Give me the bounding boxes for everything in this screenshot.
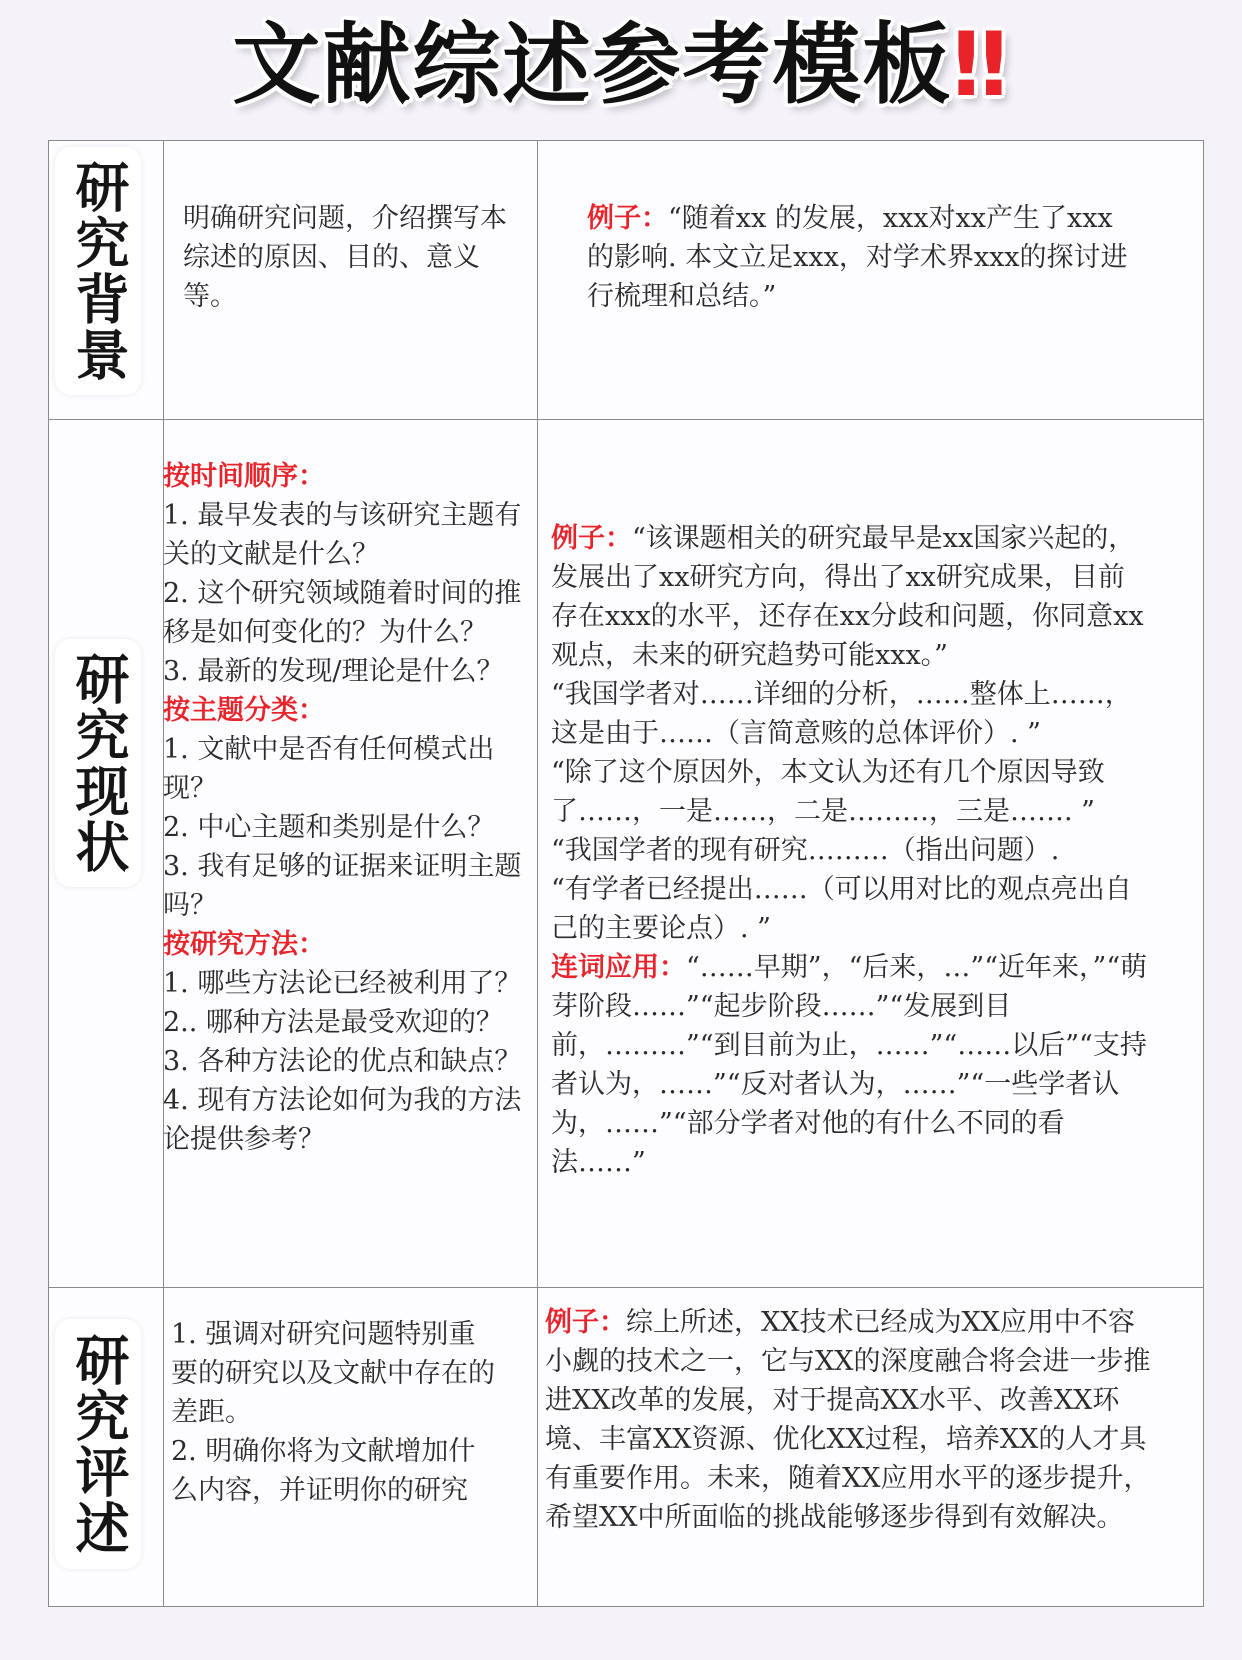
review-guidelines	[171, 1315, 501, 1510]
list-item: 2. 中心主题和类别是什么？	[163, 812, 495, 843]
list-item: 1. 强调对研究问题特别重要的研究以及文献中存在的差距。	[171, 1319, 495, 1428]
template-table	[48, 140, 1204, 1607]
row-divider	[49, 1287, 1203, 1288]
column-divider	[537, 141, 538, 1606]
group-heading: 按研究方法：	[163, 929, 325, 960]
quote-line: “我国学者的现有研究………（指出问题）.	[551, 835, 1060, 866]
list-item: 3. 各种方法论的优点和缺点？	[163, 1046, 522, 1077]
list-item: 3. 最新的发现/理论是什么？	[163, 656, 504, 687]
background-description: 明确研究问题，介绍撰写本综述的原因、目的、意义等。	[183, 203, 507, 312]
background-example: 例子：“随着xx 的发展，xxx对xx产生了xxx 的影响. 本文立足xxx，对学术界xxx的探讨进行梳理和总结。”	[587, 203, 1128, 312]
connectives-label: 连词应用：	[551, 952, 686, 983]
page-title: 文献综述参考模板‼	[232, 13, 1010, 116]
status-example: 例子：“该课题相关的研究最早是xx国家兴起的，发展出了xx研究方向，得出了xx研究成果，目前存在xxx的水平，还存在xx分歧和问题，你同意xx观点，未来的研究趋势可能xxx。” “我国学者对……详细的分析，……整体上……，这是由于……（言简意赅的总体评价）. ” “除了这个原因外，本文认为还有几个原因导致了……，一是……，二是………，三是……. ” “我国学者的现有研究………（指出问题）. “有学者已经提出……（可以用对比的观点亮出自己的主要论点）. ” 连词应用：“……早期”，“后来，…”“近年来，”“萌芽阶段……”“起步阶段……”“发展到目前，………”“到目前为止，……”“……以后”“支持者认为，……”“反对者认为，……”“一些学者认为，……”“部分学者对他的有什么不同的看法……”	[551, 519, 1151, 1182]
list-item: 1. 最早发表的与该研究主题有关的文献是什么？	[163, 500, 522, 570]
section-label-background: 研究背景	[55, 147, 141, 395]
section-label-status: 研究现状	[55, 639, 141, 887]
list-item: 2. 这个研究领域随着时间的推移是如何变化的？为什么？	[163, 578, 522, 648]
example-label: 例子：	[551, 523, 632, 554]
list-item: 4. 现有方法论如何为我的方法论提供参考？	[163, 1085, 522, 1155]
review-example: 例子：综上所述，XX技术已经成为XX应用中不容小觑的技术之一，它与XX的深度融合将会进一步推进XX改革的发展，对于提高XX水平、改善XX环境、丰富XX资源、优化XX过程，培养XX的人才具有重要作用。未来，随着XX应用水平的逐步提升，希望XX中所面临的挑战能够逐步得到有效解决。	[545, 1307, 1151, 1533]
example-label: 例子：	[545, 1307, 626, 1338]
double-exclamation-icon: ‼	[952, 13, 1010, 116]
quote-line: “有学者已经提出……（可以用对比的观点亮出自己的主要论点）. ”	[551, 874, 1132, 944]
quote-line: “我国学者对……详细的分析，……整体上……，这是由于……（言简意赅的总体评价）. ”	[551, 679, 1132, 749]
list-item: 3. 我有足够的证据来证明主题吗？	[163, 851, 522, 921]
row-divider	[49, 419, 1203, 420]
list-item: 2. 明确你将为文献增加什么内容，并证明你的研究	[171, 1436, 476, 1506]
group-heading: 按时间顺序：	[163, 461, 325, 492]
list-item: 2.. 哪种方法是最受欢迎的？	[163, 1007, 503, 1038]
quote-line: “除了这个原因外，本文认为还有几个原因导致了……，一是……，二是………，三是……. ”	[551, 757, 1105, 827]
section-label-review: 研究评述	[55, 1319, 141, 1569]
group-heading: 按主题分类：	[163, 695, 325, 726]
status-guidelines	[163, 457, 529, 1159]
list-item: 1. 文献中是否有任何模式出现？	[163, 734, 495, 804]
list-item: 1. 哪些方法论已经被利用了？	[163, 968, 522, 999]
example-label: 例子：	[587, 203, 668, 234]
